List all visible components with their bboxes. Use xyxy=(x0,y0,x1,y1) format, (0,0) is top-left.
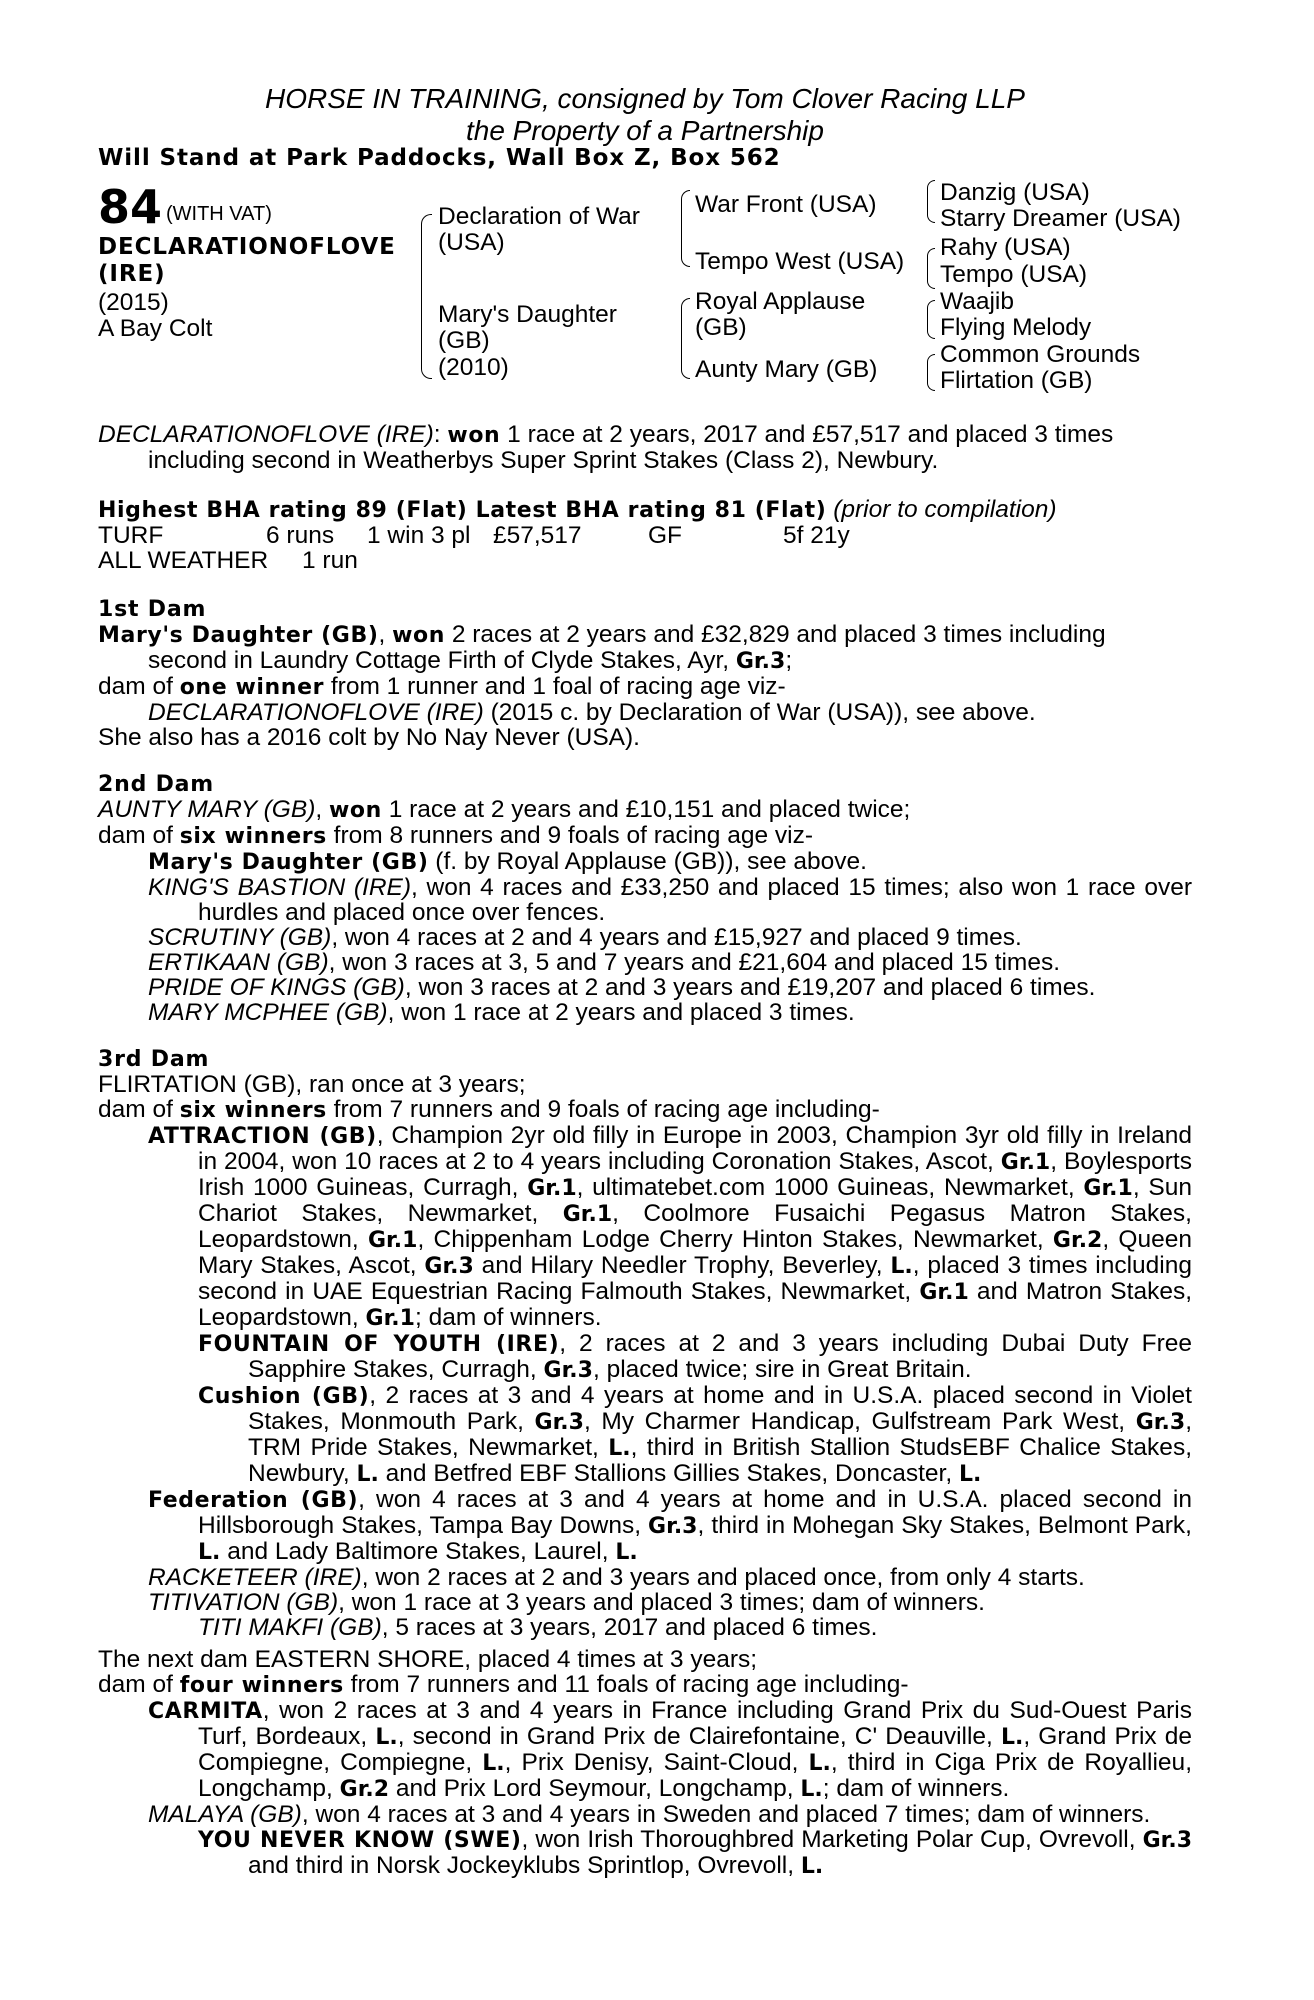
produce-marys-daughter: Mary's Daughter (GB) (f. by Royal Applause (GB)), see above. xyxy=(148,848,867,875)
second-dam-produce: dam of six winners from 8 runners and 9 foals of racing age viz- xyxy=(98,822,814,849)
horse-description: A Bay Colt xyxy=(98,315,213,342)
brace-g3-4a xyxy=(927,354,935,371)
produce-scrutiny: SCRUTINY (GB), won 4 races at 2 and 4 years and £15,927 and placed 9 times. xyxy=(148,924,1022,951)
rating-note: (prior to compilation) xyxy=(833,496,1057,523)
produce-titivation: TITIVATION (GB), won 1 race at 3 years and placed 3 times; dam of winners. xyxy=(148,1589,985,1616)
sire-country: (USA) xyxy=(438,229,505,256)
first-dam-note: She also has a 2016 colt by No Nay Never (USA). xyxy=(98,724,640,751)
race-summary xyxy=(98,422,1192,473)
produce-you-never-know: YOU NEVER KNOW (SWE), won Irish Thoroughbred Marketing Polar Cup, Ovrevoll, Gr.3 and third in Norsk Jockeyklubs Sprintlop, Ovrevoll, L. xyxy=(198,1826,1192,1879)
pedigree-brace-dam-upper xyxy=(681,298,690,335)
g3-flying-melody: Flying Melody xyxy=(940,314,1092,341)
lot-number: 84 xyxy=(98,180,163,234)
all-weather-record-row: ALL WEATHER 1 run xyxy=(98,547,358,574)
third-dam-heading: 3rd Dam xyxy=(98,1047,210,1072)
first-dam-heading: 1st Dam xyxy=(98,597,207,622)
next-dam-produce: dam of four winners from 7 runners and 11 foals of racing age including- xyxy=(98,1671,909,1698)
second-dam-heading: 2nd Dam xyxy=(98,772,215,797)
produce-malaya: MALAYA (GB), won 4 races at 3 and 4 years in Sweden and placed 7 times; dam of winners. xyxy=(148,1801,1151,1828)
pedigree-brace-upper xyxy=(421,214,432,313)
rating-block xyxy=(98,497,1192,573)
brace-g3-1b xyxy=(927,200,935,223)
second-dam-record: AUNTY MARY (GB), won 1 race at 2 years and £10,151 and placed twice; xyxy=(98,796,911,823)
brace-g3-4b xyxy=(927,370,935,391)
stand-location: Will Stand at Park Paddocks, Wall Box Z, Box 562 xyxy=(98,145,781,171)
g3-common-grounds: Common Grounds xyxy=(940,341,1141,368)
turf-record-row: TURF 6 runs 1 win 3 pl £57,517 GF 5f 21y xyxy=(98,522,850,549)
pedigree-brace-sire-lower xyxy=(681,226,690,267)
produce-attraction: ATTRACTION (GB), Champion 2yr old filly in Europe in 2003, Champion 3yr old filly in Ireland in 2004, won 10 races at 2 to 4 years including Coronation Stakes, Ascot, Gr.1, Boylesports Irish 1000 Guineas, Curragh, Gr.1, ultimatebet.com 1000 Guineas, Newmarket, Gr.1, Sun Chariot Stakes, Newmarket, Gr.1, Coolmore Fusaichi Pegasus Matron Stakes, Leopardstown, Gr.1, Chippenham Lodge Cherry Hinton Stakes, Newmarket, Gr.2, Queen Mary Stakes, Ascot, Gr.3 and Hilary Needler Trophy, Beverley, L., placed 3 times including second in UAE Equestrian Racing Falmouth Stakes, Newmarket, Gr.1 and Matron Stakes, Leopardstown, Gr.1; dam of winners. xyxy=(148,1122,1192,1331)
next-dam-section xyxy=(98,1647,1192,1879)
produce-kings-bastion: KING'S BASTION (IRE), won 4 races and £33,250 and placed 15 times; also won 1 race over hurdles and placed once over fences. xyxy=(148,874,1192,926)
g3-starry-dreamer: Starry Dreamer (USA) xyxy=(940,205,1181,232)
bha-rating: Highest BHA rating 89 (Flat) Latest BHA rating 81 (Flat) (prior to compilation) xyxy=(98,496,1057,523)
next-dam-record: The next dam EASTERN SHORE, placed 4 times at 3 years; xyxy=(98,1646,758,1673)
property-line: the Property of a Partnership xyxy=(466,115,824,146)
dam-name: Mary's Daughter xyxy=(438,301,617,328)
brace-g3-1a xyxy=(927,180,935,201)
g3-tempo: Tempo (USA) xyxy=(940,261,1088,288)
produce-racketeer: RACKETEER (IRE), won 2 races at 2 and 3 years and placed once, from only 4 starts. xyxy=(148,1564,1085,1591)
dam-dam: Aunty Mary (GB) xyxy=(695,356,878,383)
g3-flirtation: Flirtation (GB) xyxy=(940,367,1093,394)
foaling-year: (2015) xyxy=(98,289,169,316)
brace-g3-2b xyxy=(927,268,935,289)
g3-danzig: Danzig (USA) xyxy=(940,179,1090,206)
third-dam-produce: dam of six winners from 7 runners and 9 foals of racing age including- xyxy=(98,1096,880,1123)
pedigree-brace-dam-lower xyxy=(681,334,690,379)
pedigree-brace-sire-upper xyxy=(681,190,690,227)
first-dam-record: Mary's Daughter (GB), won 2 races at 2 years and £32,829 and placed 3 times including second in Laundry Cottage Firth of Clyde Stakes, Ayr, Gr.3; xyxy=(98,621,1106,674)
sire-name: Declaration of War xyxy=(438,203,640,230)
produce-cushion: Cushion (GB), 2 races at 3 and 4 years at home and in U.S.A. placed second in Violet Stakes, Monmouth Park, Gr.3, My Charmer Handicap, Gulfstream Park West, Gr.3, TRM Pride Stakes, Newmarket, L., third in British Stallion StudsEBF Chalice Stakes, Newbury, L. and Betfred EBF Stallions Gillies Stakes, Doncaster, L. xyxy=(198,1382,1192,1487)
consignor-line: HORSE IN TRAINING, consigned by Tom Clover Racing LLP xyxy=(265,83,1025,114)
first-dam-foal: DECLARATIONOFLOVE (IRE) (2015 c. by Declaration of War (USA)), see above. xyxy=(148,699,1036,726)
produce-mary-mcphee: MARY MCPHEE (GB), won 1 race at 2 years and placed 3 times. xyxy=(148,999,855,1026)
vat-note: (WITH VAT) xyxy=(166,203,272,225)
produce-federation: Federation (GB), won 4 races at 3 and 4 years at home and in U.S.A. placed second in Hillsborough Stakes, Tampa Bay Downs, Gr.3, third in Mohegan Sky Stakes, Belmont Park, L. and Lady Baltimore Stakes, Laurel, L. xyxy=(148,1486,1192,1565)
brace-g3-3b xyxy=(927,318,935,339)
produce-ertikaan: ERTIKAAN (GB), won 3 races at 3, 5 and 7 years and £21,604 and placed 15 times. xyxy=(148,949,1061,976)
dam-country: (GB) xyxy=(438,327,490,354)
first-dam-produce: dam of one winner from 1 runner and 1 foal of racing age viz- xyxy=(98,673,786,700)
produce-pride-of-kings: PRIDE OF KINGS (GB), won 3 races at 2 and 3 years and £19,207 and placed 6 times. xyxy=(148,974,1096,1001)
g3-waajib: Waajib xyxy=(940,288,1014,315)
summary-paragraph: DECLARATIONOFLOVE (IRE): won 1 race at 2 years, 2017 and £57,517 and placed 3 times including second in Weatherbys Super Sprint Stakes (Class 2), Newbury. xyxy=(98,421,1114,474)
dam-year: (2010) xyxy=(438,354,509,381)
second-dam-section xyxy=(98,772,1192,1025)
brace-g3-3a xyxy=(927,300,935,319)
first-dam-section xyxy=(98,597,1192,750)
dam-sire-country: (GB) xyxy=(695,314,747,341)
horse-country: (IRE) xyxy=(98,261,166,287)
brace-g3-2a xyxy=(927,248,935,269)
produce-fountain-of-youth: FOUNTAIN OF YOUTH (IRE), 2 races at 2 and 3 years including Dubai Duty Free Sapphire Stakes, Curragh, Gr.3, placed twice; sire in Great Britain. xyxy=(198,1330,1192,1383)
sire-sire: War Front (USA) xyxy=(695,191,877,218)
horse-name: DECLARATIONOFLOVE xyxy=(98,234,396,260)
third-dam-record: FLIRTATION (GB), ran once at 3 years; xyxy=(98,1071,526,1098)
produce-carmita: CARMITA, won 2 races at 3 and 4 years in France including Grand Prix du Sud-Ouest Paris Turf, Bordeaux, L., second in Grand Prix de Clairefontaine, C' Deauville, L., Grand Prix de Compiegne, Compiegne, L., Prix Denisy, Saint-Cloud, L., third in Ciga Prix de Royallieu, Longchamp, Gr.2 and Prix Lord Seymour, Longchamp, L.; dam of winners. xyxy=(148,1697,1192,1802)
g3-rahy: Rahy (USA) xyxy=(940,234,1071,261)
dam-sire-name: Royal Applause xyxy=(695,288,866,315)
sire-dam: Tempo West (USA) xyxy=(695,248,905,275)
produce-titi-makfi: TITI MAKFI (GB), 5 races at 3 years, 2017 and placed 6 times. xyxy=(198,1614,878,1641)
pedigree-brace-lower xyxy=(421,312,432,379)
third-dam-section xyxy=(98,1047,1192,1640)
